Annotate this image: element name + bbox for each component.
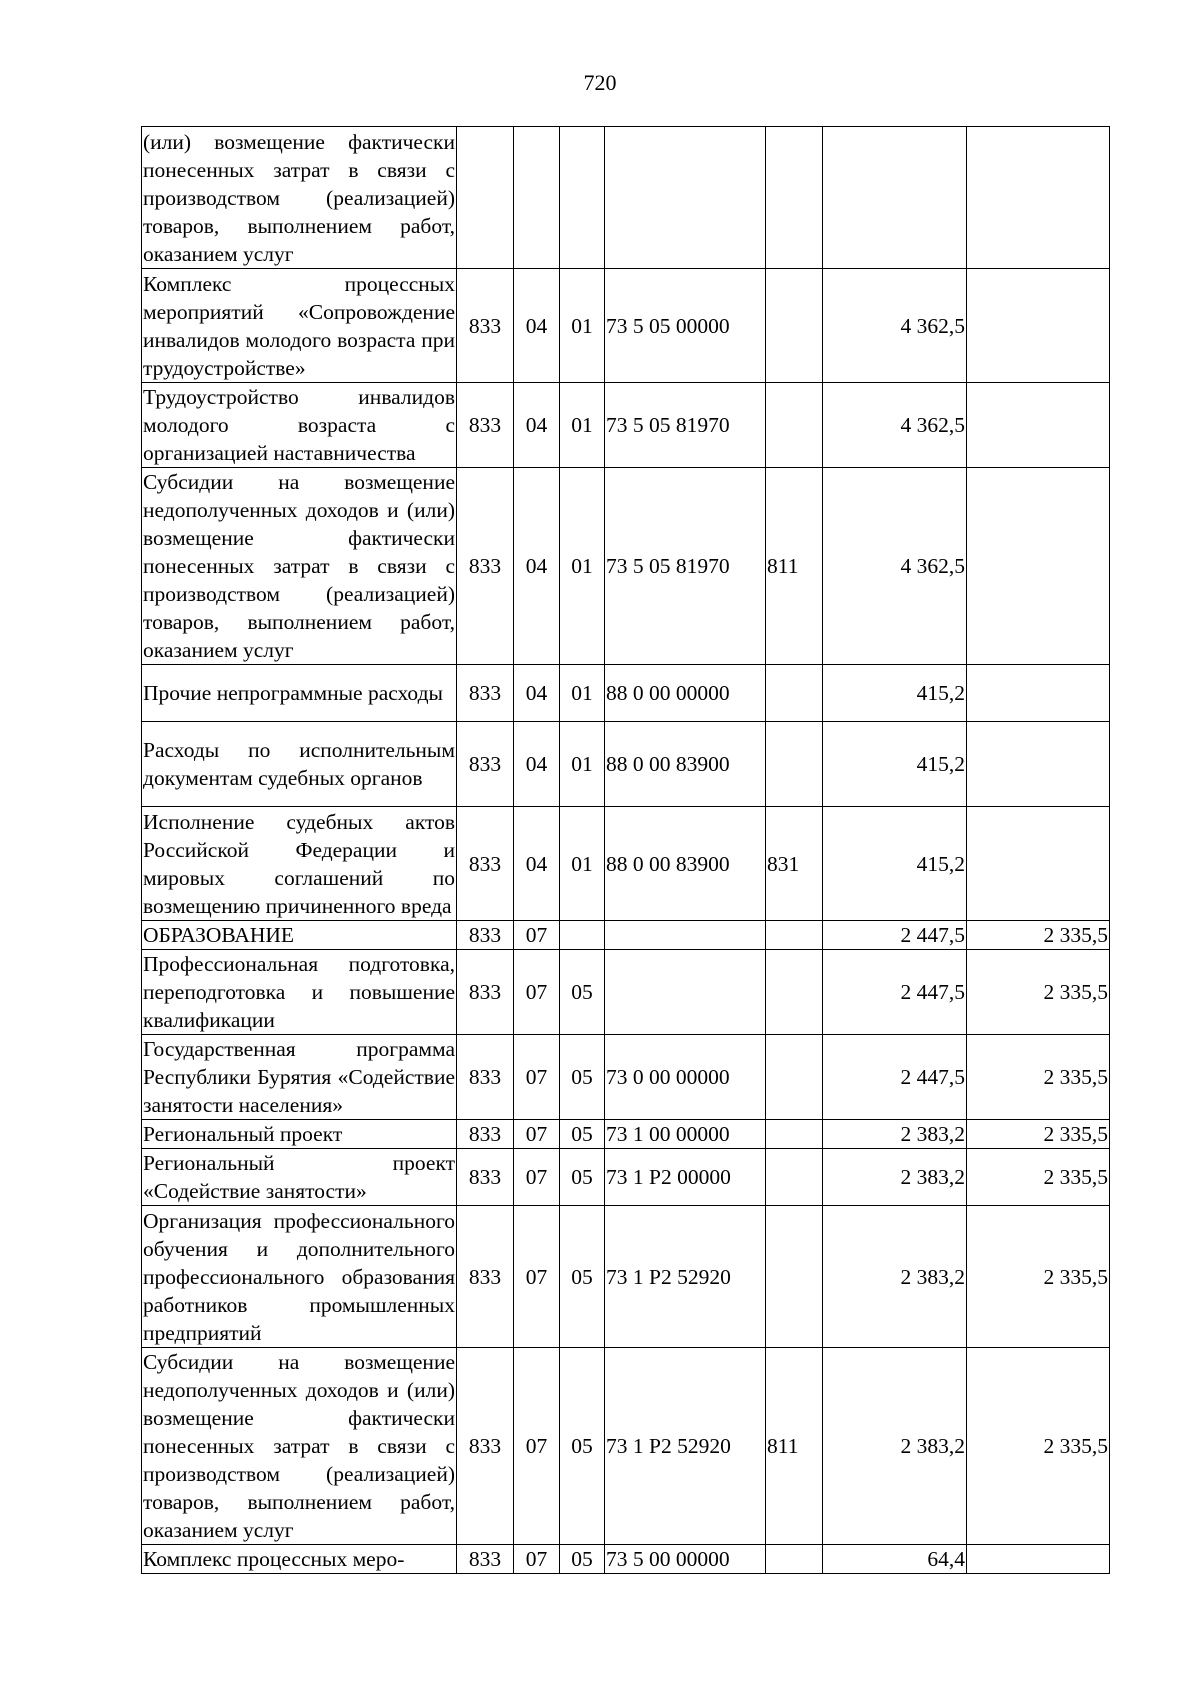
item-name-cell: Региональный проект «Содействие занятости» (142, 1149, 457, 1206)
table-row (142, 383, 1110, 468)
table-row (142, 1206, 1110, 1348)
admin-code-cell: 833 (457, 1149, 514, 1206)
expense-type-cell (766, 1206, 823, 1348)
section-code-cell: 04 (514, 665, 560, 722)
target-article-cell: 88 0 00 83900 (605, 807, 766, 921)
section-code-cell: 07 (514, 950, 560, 1035)
target-article-cell: 88 0 00 83900 (605, 722, 766, 807)
table-row (142, 722, 1110, 807)
admin-code-cell: 833 (457, 722, 514, 807)
target-article-cell: 73 1 Р2 00000 (605, 1149, 766, 1206)
item-name-cell: Региональный проект (142, 1120, 457, 1149)
admin-code-cell: 833 (457, 950, 514, 1035)
admin-code-cell: 833 (457, 269, 514, 383)
amount-year2-cell (967, 722, 1110, 807)
amount-year2-cell (967, 383, 1110, 468)
amount-year1-cell: 2 383,2 (823, 1149, 967, 1206)
amount-year2-cell: 2 335,5 (967, 950, 1110, 1035)
subsection-code-cell: 01 (560, 807, 605, 921)
amount-year2-cell (967, 468, 1110, 665)
amount-year1-cell: 2 383,2 (823, 1348, 967, 1545)
subsection-code-cell: 01 (560, 269, 605, 383)
admin-code-cell: 833 (457, 468, 514, 665)
target-article-cell: 73 0 00 00000 (605, 1035, 766, 1120)
amount-year2-cell: 2 335,5 (967, 1149, 1110, 1206)
subsection-code-cell: 05 (560, 1545, 605, 1574)
expense-type-cell (766, 1120, 823, 1149)
amount-year2-cell (967, 807, 1110, 921)
expense-type-cell: 811 (766, 1348, 823, 1545)
section-code-cell: 07 (514, 1545, 560, 1574)
target-article-cell: 73 1 Р2 52920 (605, 1348, 766, 1545)
table-row (142, 127, 1110, 269)
section-code-cell: 04 (514, 468, 560, 665)
table-row (142, 807, 1110, 921)
target-article-cell: 73 5 00 00000 (605, 1545, 766, 1574)
admin-code-cell: 833 (457, 1206, 514, 1348)
section-code-cell: 04 (514, 722, 560, 807)
amount-year2-cell: 2 335,5 (967, 921, 1110, 950)
budget-table-body (142, 127, 1110, 1574)
expense-type-cell (766, 127, 823, 269)
amount-year2-cell (967, 1545, 1110, 1574)
section-code-cell: 07 (514, 1206, 560, 1348)
admin-code-cell: 833 (457, 921, 514, 950)
amount-year2-cell: 2 335,5 (967, 1206, 1110, 1348)
table-row (142, 950, 1110, 1035)
admin-code-cell: 833 (457, 1348, 514, 1545)
amount-year1-cell: 64,4 (823, 1545, 967, 1574)
target-article-cell: 88 0 00 00000 (605, 665, 766, 722)
table-row (142, 1035, 1110, 1120)
expense-type-cell (766, 1545, 823, 1574)
admin-code-cell: 833 (457, 1035, 514, 1120)
table-row (142, 921, 1110, 950)
amount-year1-cell: 415,2 (823, 665, 967, 722)
amount-year1-cell: 2 447,5 (823, 921, 967, 950)
admin-code-cell: 833 (457, 807, 514, 921)
amount-year1-cell: 2 447,5 (823, 950, 967, 1035)
admin-code-cell: 833 (457, 383, 514, 468)
expense-type-cell (766, 950, 823, 1035)
amount-year1-cell: 415,2 (823, 722, 967, 807)
expense-type-cell (766, 665, 823, 722)
section-code-cell: 07 (514, 1149, 560, 1206)
subsection-code-cell: 05 (560, 1149, 605, 1206)
section-code-cell: 07 (514, 921, 560, 950)
amount-year2-cell (967, 269, 1110, 383)
expense-type-cell (766, 921, 823, 950)
amount-year2-cell: 2 335,5 (967, 1348, 1110, 1545)
subsection-code-cell: 01 (560, 722, 605, 807)
item-name-cell: Исполнение судебных актов Российской Федерации и мировых соглашений по возмещению причиненного вреда (142, 807, 457, 921)
item-name-cell: Прочие непрограммные расходы (142, 665, 457, 722)
table-row (142, 468, 1110, 665)
amount-year1-cell: 2 383,2 (823, 1206, 967, 1348)
table-row (142, 1120, 1110, 1149)
item-name-cell: (или) возмещение фактически понесенных затрат в связи с производством (реализацией) товаров, выполнением работ, оказанием услуг (142, 127, 457, 269)
subsection-code-cell: 05 (560, 1120, 605, 1149)
item-name-cell: Организация профессионального обучения и дополнительного профессионального образования работников промышленных предприятий (142, 1206, 457, 1348)
section-code-cell: 07 (514, 1035, 560, 1120)
amount-year2-cell (967, 127, 1110, 269)
expense-type-cell (766, 383, 823, 468)
admin-code-cell: 833 (457, 665, 514, 722)
expense-type-cell (766, 1149, 823, 1206)
item-name-cell: Профессиональная подготовка, переподготовка и повышение квалификации (142, 950, 457, 1035)
section-code-cell: 07 (514, 1348, 560, 1545)
expense-type-cell (766, 1035, 823, 1120)
subsection-code-cell: 01 (560, 665, 605, 722)
admin-code-cell (457, 127, 514, 269)
section-code-cell: 04 (514, 383, 560, 468)
item-name-cell: ОБРАЗОВАНИЕ (142, 921, 457, 950)
section-code-cell: 07 (514, 1120, 560, 1149)
admin-code-cell: 833 (457, 1545, 514, 1574)
item-name-cell: Государственная программа Республики Бурятия «Содействие занятости населения» (142, 1035, 457, 1120)
section-code-cell: 04 (514, 269, 560, 383)
target-article-cell (605, 950, 766, 1035)
expense-type-cell (766, 722, 823, 807)
admin-code-cell: 833 (457, 1120, 514, 1149)
amount-year1-cell: 415,2 (823, 807, 967, 921)
target-article-cell: 73 1 00 00000 (605, 1120, 766, 1149)
expense-type-cell: 831 (766, 807, 823, 921)
target-article-cell (605, 921, 766, 950)
budget-table (141, 126, 1110, 1574)
subsection-code-cell: 05 (560, 950, 605, 1035)
section-code-cell (514, 127, 560, 269)
amount-year1-cell: 2 447,5 (823, 1035, 967, 1120)
expense-type-cell (766, 269, 823, 383)
target-article-cell: 73 5 05 00000 (605, 269, 766, 383)
item-name-cell: Комплекс процессных меро- (142, 1545, 457, 1574)
page-number: 720 (583, 70, 617, 95)
table-row (142, 1149, 1110, 1206)
item-name-cell: Трудоустройство инвалидов молодого возраста с организацией наставничества (142, 383, 457, 468)
section-code-cell: 04 (514, 807, 560, 921)
amount-year1-cell: 4 362,5 (823, 468, 967, 665)
table-row (142, 269, 1110, 383)
amount-year1-cell: 2 383,2 (823, 1120, 967, 1149)
target-article-cell: 73 5 05 81970 (605, 468, 766, 665)
amount-year1-cell (823, 127, 967, 269)
table-row (142, 665, 1110, 722)
item-name-cell: Расходы по исполнительным документам судебных органов (142, 722, 457, 807)
item-name-cell: Субсидии на возмещение недополученных доходов и (или) возмещение фактически понесенных затрат в связи с производством (реализацией) товаров, выполнением работ, оказанием услуг (142, 468, 457, 665)
item-name-cell: Субсидии на возмещение недополученных доходов и (или) возмещение фактически понесенных затрат в связи с производством (реализацией) товаров, выполнением работ, оказанием услуг (142, 1348, 457, 1545)
subsection-code-cell: 05 (560, 1035, 605, 1120)
item-name-cell: Комплекс процессных мероприятий «Сопровождение инвалидов молодого возраста при трудоустройстве» (142, 269, 457, 383)
expense-type-cell: 811 (766, 468, 823, 665)
amount-year1-cell: 4 362,5 (823, 383, 967, 468)
amount-year2-cell (967, 665, 1110, 722)
amount-year2-cell: 2 335,5 (967, 1120, 1110, 1149)
target-article-cell: 73 5 05 81970 (605, 383, 766, 468)
subsection-code-cell: 01 (560, 468, 605, 665)
target-article-cell (605, 127, 766, 269)
table-row (142, 1545, 1110, 1574)
subsection-code-cell (560, 127, 605, 269)
amount-year2-cell: 2 335,5 (967, 1035, 1110, 1120)
subsection-code-cell (560, 921, 605, 950)
subsection-code-cell: 05 (560, 1348, 605, 1545)
amount-year1-cell: 4 362,5 (823, 269, 967, 383)
table-row (142, 1348, 1110, 1545)
subsection-code-cell: 05 (560, 1206, 605, 1348)
subsection-code-cell: 01 (560, 383, 605, 468)
target-article-cell: 73 1 Р2 52920 (605, 1206, 766, 1348)
